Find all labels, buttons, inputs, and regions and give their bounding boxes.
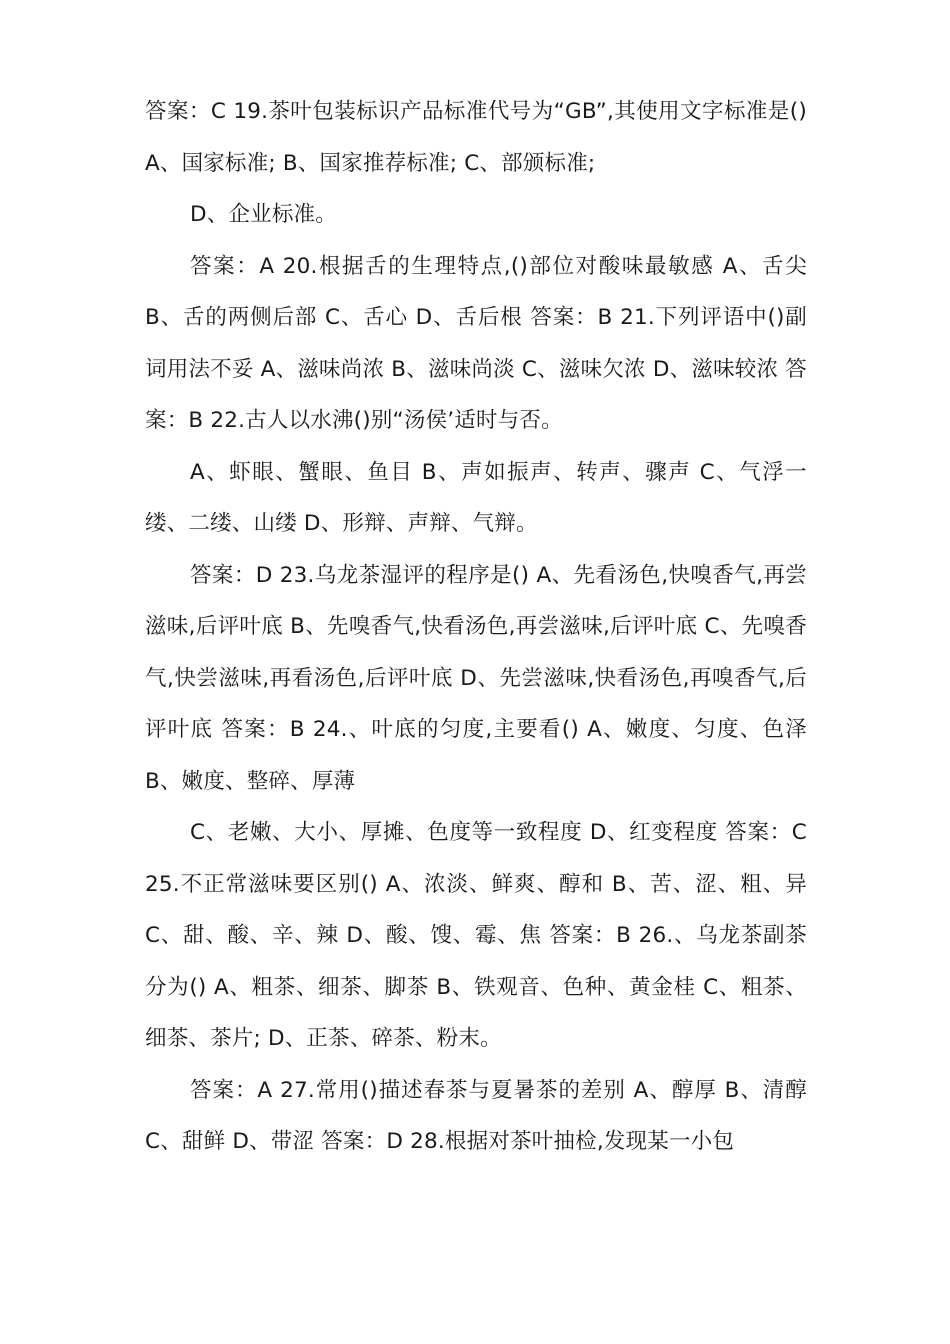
paragraph-4: A、虾眼、蟹眼、鱼目 B、声如振声、转声、骤声 C、气浮一缕、二缕、山缕 D、形辩、声辩、气辩。 [145, 459, 807, 536]
paragraph-6: C、老嫩、大小、厚摊、色度等一致程度 D、红变程度 答案：C 25.不正常滋味要区别() A、浓淡、鲜爽、醇和 B、苦、涩、粗、异 C、甜、酸、辛、辣 D、酸、馊、霉、焦 答案：B 26.、乌龙茶副茶分为() A、粗茶、细茶、脚茶 B、铁观音、色种、黄金桂 C、粗茶、细茶、茶片; D、正茶、碎茶、粉末。 [145, 820, 807, 1051]
document-body [145, 86, 807, 1168]
paragraph-5: 答案：D 23.乌龙茶湿评的程序是() A、先看汤色,快嗅香气,再尝滋味,后评叶底 B、先嗅香气,快看汤色,再尝滋味,后评叶底 C、先嗅香气,快尝滋味,再看汤色,后评叶底 D、先尝滋味,快看汤色,再嗅香气,后评叶底 答案：B 24.、叶底的匀度,主要看() A、嫩度、匀度、色泽 B、嫩度、整碎、厚薄 [145, 562, 807, 794]
paragraph-3: 答案：A 20.根据舌的生理特点,()部位对酸味最敏感 A、舌尖 B、舌的两侧后部 C、舌心 D、舌后根 答案：B 21.下列评语中()副词用法不妥 A、滋味尚浓 B、滋味尚淡 C、滋味欠浓 D、滋味较浓 答案：B 22.古人以水沸()别“汤侯’适时与否。 [145, 253, 807, 433]
paragraph-7: 答案：A 27.常用()描述春茶与夏暑茶的差别 A、醇厚 B、清醇 C、甜鲜 D、带涩 答案：D 28.根据对茶叶抽检,发现某一小包 [145, 1077, 807, 1154]
paragraph-1: 答案：C 19.茶叶包装标识产品标准代号为“GB”,其使用文字标准是() A、国家标准; B、国家推荐标准; C、部颁标准; [145, 99, 807, 176]
paragraph-2: D、企业标准。 [190, 202, 337, 227]
